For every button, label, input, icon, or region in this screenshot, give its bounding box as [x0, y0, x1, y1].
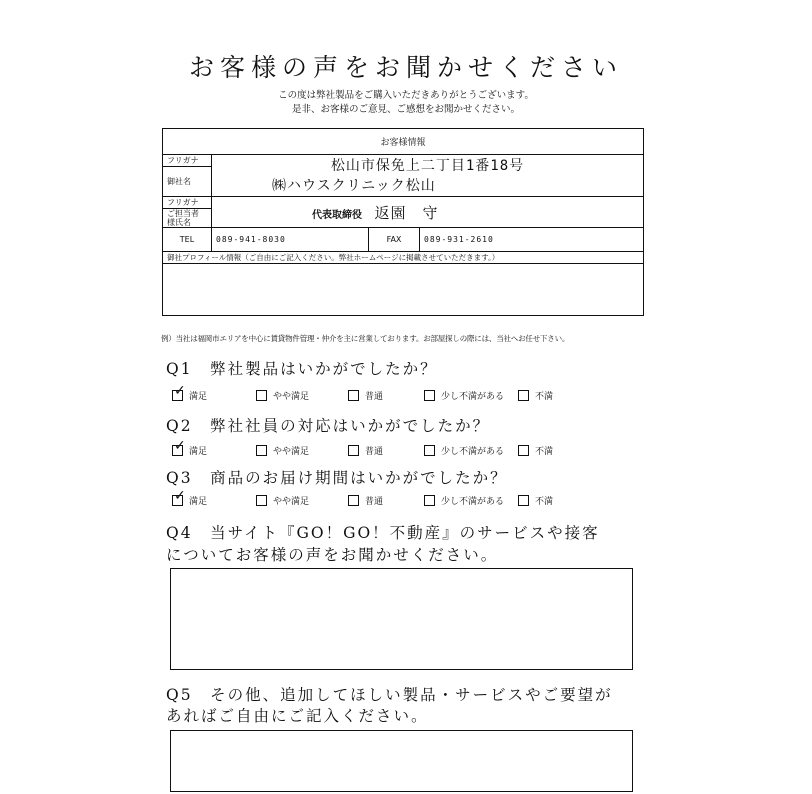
q2-option-somewhat-satisfied[interactable] — [256, 444, 309, 457]
fax-value[interactable]: 089-931-2610 — [420, 228, 644, 252]
q1-option-dissatisfied[interactable] — [518, 389, 553, 402]
checkbox-icon[interactable] — [256, 445, 267, 456]
option-label: 満足 — [189, 447, 208, 457]
q4-answer-box[interactable] — [170, 568, 633, 670]
q1-option-neutral[interactable] — [348, 389, 383, 402]
option-label: やや満足 — [273, 392, 310, 402]
option-label: 普通 — [365, 392, 384, 402]
tel-label: TEL — [163, 228, 212, 252]
checkbox-icon[interactable] — [518, 390, 529, 401]
q2-option-neutral[interactable] — [348, 444, 383, 457]
option-label: 満足 — [189, 497, 208, 507]
checkbox-icon[interactable] — [348, 495, 359, 506]
option-label: やや満足 — [273, 447, 310, 457]
profile-field[interactable] — [163, 264, 644, 316]
checkbox-checked-icon[interactable] — [172, 445, 183, 456]
checkbox-icon[interactable] — [424, 390, 435, 401]
q5-answer-box[interactable] — [170, 730, 633, 792]
checkbox-icon[interactable] — [348, 390, 359, 401]
intro-line-1: この度は弊社製品をご購入いただきありがとうございます。 — [278, 90, 534, 101]
option-label: 満足 — [189, 392, 208, 402]
option-label: 不満 — [535, 447, 554, 457]
form-title: お客様の声をお聞かせください — [188, 53, 623, 82]
option-label: やや満足 — [273, 497, 310, 507]
checkbox-icon[interactable] — [256, 390, 267, 401]
q3-option-satisfied[interactable] — [172, 494, 207, 507]
option-label: 不満 — [535, 497, 554, 507]
profile-label: 御社プロフィール情報（ご自由にご記入ください。弊社ホームページに掲載させていただきます。） — [163, 252, 644, 264]
q1-option-somewhat-dissatisfied[interactable] — [424, 389, 504, 402]
question-5-line-2: あればご自由にご記入ください。 — [166, 707, 429, 725]
option-label: 少し不満がある — [441, 497, 505, 507]
checkbox-icon[interactable] — [424, 445, 435, 456]
company-label: 御社名 — [163, 167, 212, 197]
q3-option-somewhat-satisfied[interactable] — [256, 494, 309, 507]
q2-option-somewhat-dissatisfied[interactable] — [424, 444, 504, 457]
intro-line-2: 是非、お客様のご意見、ご感想をお聞かせください。 — [291, 104, 520, 115]
contact-label-1: ご担当者 — [167, 209, 199, 218]
question-2: Q2 弊社社員の対応はいかがでしたか？ — [166, 417, 491, 435]
customer-info-table — [162, 128, 644, 316]
contact-cell[interactable] — [212, 197, 644, 228]
option-label: 普通 — [365, 447, 384, 457]
question-5-line-1: Q5 その他、追加してほしい製品・サービスやご要望が — [166, 686, 613, 704]
title-value: 代表取締役 — [312, 209, 362, 221]
option-label: 少し不満がある — [441, 392, 505, 402]
customer-info-heading: お客様情報 — [163, 129, 644, 155]
fax-label: FAX — [369, 228, 420, 252]
checkbox-icon[interactable] — [256, 495, 267, 506]
q2-option-dissatisfied[interactable] — [518, 444, 553, 457]
option-label: 不満 — [535, 392, 554, 402]
checkbox-checked-icon[interactable] — [172, 390, 183, 401]
tel-value[interactable]: 089-941-8030 — [212, 228, 369, 252]
contact-label-2: 様氏名 — [167, 218, 191, 227]
q3-option-neutral[interactable] — [348, 494, 383, 507]
checkbox-icon[interactable] — [518, 445, 529, 456]
company-name-value: ㈱ハウスクリニック松山 — [272, 178, 436, 194]
q3-option-dissatisfied[interactable] — [518, 494, 553, 507]
checkbox-icon[interactable] — [518, 495, 529, 506]
q1-option-satisfied[interactable] — [172, 389, 207, 402]
option-label: 普通 — [365, 497, 384, 507]
question-4-line-2: についてお客様の声をお聞かせください。 — [166, 546, 499, 564]
q3-option-somewhat-dissatisfied[interactable] — [424, 494, 504, 507]
checkbox-checked-icon[interactable] — [172, 495, 183, 506]
address-value: 松山市保免上二丁目1番18号 — [330, 158, 525, 174]
option-label: 少し不満がある — [441, 447, 505, 457]
profile-example-note: 例）当社は福岡市エリアを中心に賃貸物件管理・仲介を主に営業しております。お部屋探しの際には、当社へお任せ下さい。 — [161, 334, 570, 343]
q1-option-somewhat-satisfied[interactable] — [256, 389, 309, 402]
furigana2-label: フリガナ — [163, 197, 212, 209]
contact-name-value: 返園 守 — [374, 203, 439, 222]
checkbox-icon[interactable] — [348, 445, 359, 456]
q2-option-satisfied[interactable] — [172, 444, 207, 457]
checkbox-icon[interactable] — [424, 495, 435, 506]
company-cell[interactable] — [212, 155, 644, 197]
question-4-line-1: Q4 当サイト『GO！GO！不動産』のサービスや接客 — [166, 524, 600, 542]
question-3: Q3 商品のお届け期間はいかがでしたか？ — [166, 469, 508, 487]
question-1: Q1 弊社製品はいかがでしたか？ — [166, 360, 438, 378]
furigana-label: フリガナ — [163, 155, 212, 167]
